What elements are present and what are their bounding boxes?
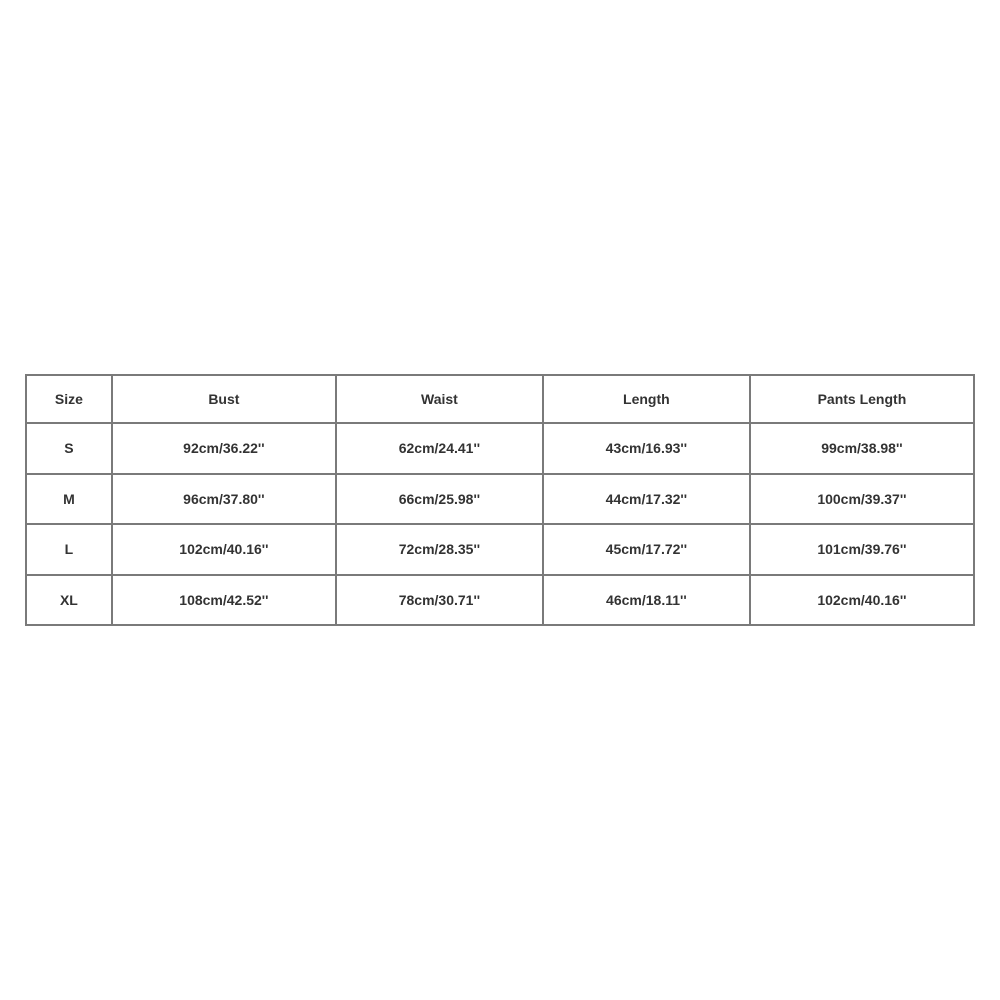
cell-waist: 72cm/28.35'' bbox=[336, 524, 543, 575]
cell-length: 46cm/18.11'' bbox=[543, 575, 750, 626]
cell-size: XL bbox=[26, 575, 112, 626]
cell-size: M bbox=[26, 474, 112, 525]
table-row bbox=[26, 524, 974, 575]
cell-bust: 102cm/40.16'' bbox=[112, 524, 336, 575]
header-row bbox=[26, 375, 974, 423]
cell-waist: 66cm/25.98'' bbox=[336, 474, 543, 525]
table-row bbox=[26, 423, 974, 474]
cell-size: S bbox=[26, 423, 112, 474]
size-chart-table bbox=[25, 374, 975, 626]
header-length: Length bbox=[543, 375, 750, 423]
cell-pants-length: 99cm/38.98'' bbox=[750, 423, 974, 474]
cell-size: L bbox=[26, 524, 112, 575]
cell-waist: 62cm/24.41'' bbox=[336, 423, 543, 474]
cell-pants-length: 100cm/39.37'' bbox=[750, 474, 974, 525]
cell-pants-length: 102cm/40.16'' bbox=[750, 575, 974, 626]
cell-waist: 78cm/30.71'' bbox=[336, 575, 543, 626]
table-row bbox=[26, 575, 974, 626]
cell-length: 45cm/17.72'' bbox=[543, 524, 750, 575]
header-bust: Bust bbox=[112, 375, 336, 423]
table-row bbox=[26, 474, 974, 525]
cell-pants-length: 101cm/39.76'' bbox=[750, 524, 974, 575]
cell-bust: 92cm/36.22'' bbox=[112, 423, 336, 474]
cell-bust: 108cm/42.52'' bbox=[112, 575, 336, 626]
header-pants-length: Pants Length bbox=[750, 375, 974, 423]
header-size: Size bbox=[26, 375, 112, 423]
cell-length: 44cm/17.32'' bbox=[543, 474, 750, 525]
header-waist: Waist bbox=[336, 375, 543, 423]
cell-bust: 96cm/37.80'' bbox=[112, 474, 336, 525]
cell-length: 43cm/16.93'' bbox=[543, 423, 750, 474]
